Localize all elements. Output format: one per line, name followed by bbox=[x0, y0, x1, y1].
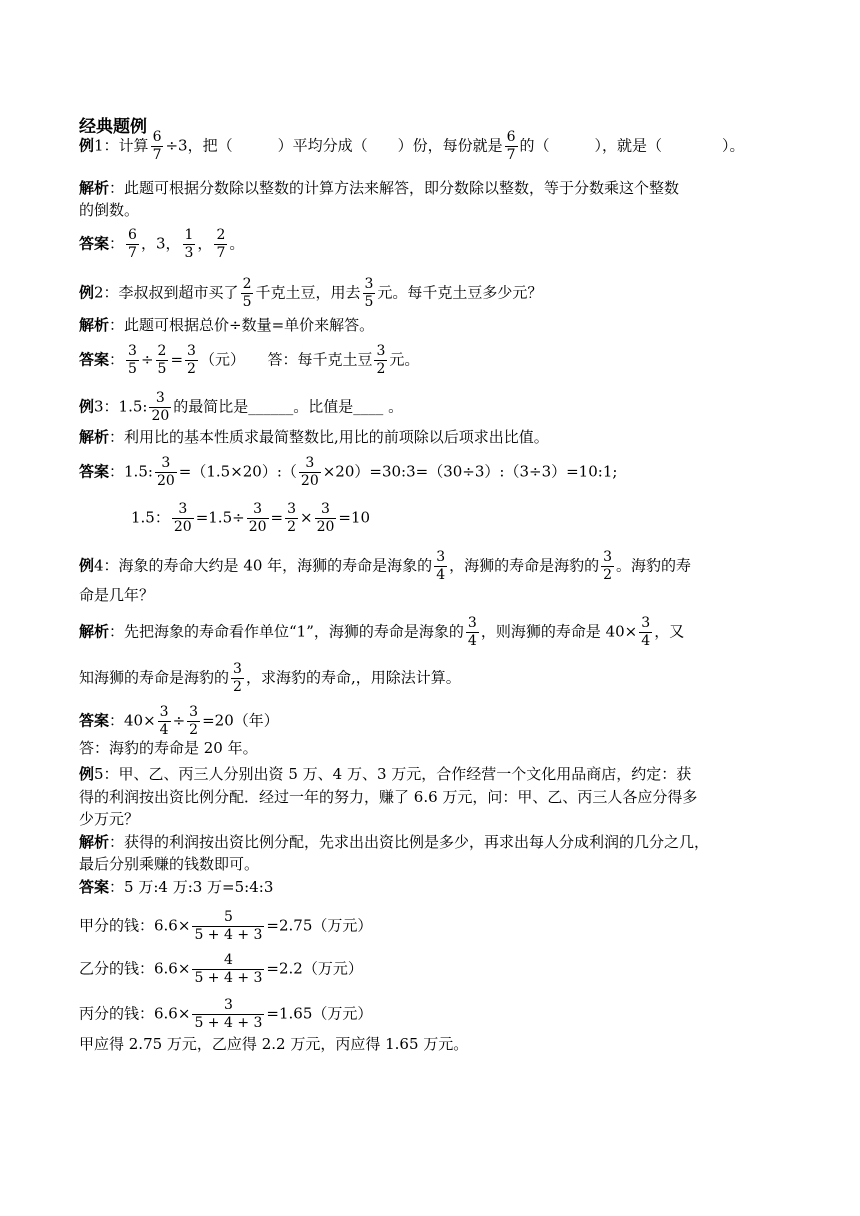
fraction-denominator: 2 bbox=[287, 518, 297, 535]
fraction-numerator: 5 bbox=[192, 909, 264, 927]
fraction bbox=[434, 549, 447, 584]
fraction-denominator: 7 bbox=[506, 146, 516, 163]
fraction-numerator: 3 bbox=[247, 501, 269, 519]
text-run: =2.75（万元） bbox=[266, 916, 373, 934]
text-run: × bbox=[300, 508, 313, 526]
text-run: 甲应得 2.75 万元，乙应得 2.2 万元，丙应得 1.65 万元。 bbox=[79, 1035, 469, 1053]
bold-label: 例 bbox=[79, 136, 95, 154]
fraction bbox=[155, 455, 177, 490]
text-line bbox=[79, 129, 745, 164]
fraction-denominator: 4 bbox=[641, 632, 651, 649]
text-run: 元。每千克土豆多少元？ bbox=[377, 283, 543, 301]
fraction-denominator: 20 bbox=[300, 472, 319, 489]
text-line bbox=[79, 276, 542, 311]
fraction-numerator: 2 bbox=[216, 226, 226, 243]
text-line bbox=[79, 997, 372, 1032]
fraction-numerator: 3 bbox=[172, 501, 194, 519]
text-run: 乙分的钱：6.6× bbox=[79, 959, 191, 977]
fraction bbox=[126, 343, 139, 378]
fraction-denominator: 7 bbox=[152, 146, 162, 163]
fraction bbox=[192, 952, 264, 987]
fraction-denominator: 4 bbox=[159, 721, 169, 738]
text-run: ，则海狮的寿命是 40× bbox=[480, 622, 638, 640]
fraction-numerator: 3 bbox=[364, 275, 374, 292]
fraction-denominator: 3 bbox=[184, 244, 194, 261]
fraction bbox=[247, 501, 269, 536]
bold-label: 解析 bbox=[79, 833, 110, 851]
fraction bbox=[172, 501, 194, 536]
fraction-numerator: 3 bbox=[192, 997, 264, 1015]
text-line bbox=[79, 764, 691, 784]
text-line bbox=[79, 390, 403, 425]
fraction-denominator: 20 bbox=[151, 407, 170, 424]
text-run: =2.2（万元） bbox=[266, 959, 363, 977]
text-line bbox=[79, 455, 617, 490]
text-run: ：此题可根据分数除以整数的计算方法来解答，即分数除以整数，等于分数乘这个整数 bbox=[109, 179, 680, 197]
fraction-denominator: 5 bbox=[242, 293, 252, 310]
fraction-denominator: 2 bbox=[376, 360, 386, 377]
bold-label: 例 bbox=[79, 397, 95, 415]
bold-label: 解析 bbox=[79, 316, 110, 334]
fraction-denominator: 20 bbox=[173, 518, 192, 535]
text-run: ：先把海象的寿命看作单位“1”，海狮的寿命是海象的 bbox=[109, 622, 464, 640]
text-line bbox=[79, 615, 684, 650]
text-line bbox=[79, 952, 363, 987]
fraction-numerator: 3 bbox=[467, 614, 477, 631]
fraction-numerator: 3 bbox=[128, 342, 137, 359]
fraction-denominator: 5 + 4 + 3 bbox=[194, 1014, 263, 1031]
fraction-denominator: 4 bbox=[436, 566, 446, 583]
fraction bbox=[185, 343, 198, 378]
fraction-numerator: 3 bbox=[299, 455, 321, 473]
fraction bbox=[241, 276, 254, 311]
text-run: =（1.5×20）:（ bbox=[178, 462, 297, 480]
text-line bbox=[79, 200, 139, 220]
text-run: =1.5÷ bbox=[195, 508, 245, 526]
bold-label: 解析 bbox=[79, 428, 110, 446]
text-run: ÷3，把（ ）平均分成（ ）份，每份就是 bbox=[165, 136, 503, 154]
text-run: 少万元？ bbox=[79, 810, 140, 828]
text-line bbox=[79, 315, 374, 335]
fraction bbox=[231, 661, 244, 696]
fraction-numerator: 3 bbox=[376, 342, 386, 359]
text-run: ， bbox=[197, 234, 213, 252]
fraction bbox=[285, 501, 298, 536]
fraction-numerator: 3 bbox=[155, 455, 177, 473]
text-run: ：1.5: bbox=[109, 462, 153, 480]
text-line bbox=[79, 1034, 468, 1054]
fraction bbox=[374, 343, 387, 378]
text-run: ×20）=30:3=（30÷3）:（3÷3）=10:1; bbox=[322, 462, 618, 480]
text-line bbox=[79, 877, 273, 897]
fraction-denominator: 5 bbox=[128, 360, 137, 377]
fraction bbox=[505, 129, 518, 164]
text-run: =10 bbox=[338, 508, 371, 526]
text-run: = bbox=[270, 508, 284, 526]
text-run: 1：计算 bbox=[94, 136, 149, 154]
fraction-numerator: 2 bbox=[157, 342, 167, 359]
fraction-denominator: 20 bbox=[156, 472, 175, 489]
text-line bbox=[79, 227, 244, 262]
fraction-numerator: 3 bbox=[287, 500, 297, 517]
bold-label: 答案 bbox=[79, 234, 110, 252]
fraction bbox=[192, 997, 264, 1032]
bold-label: 答案 bbox=[79, 878, 110, 896]
text-run: （元） 答：每千克土豆 bbox=[199, 350, 373, 368]
text-run: ： bbox=[109, 234, 125, 252]
text-run: ，求海豹的寿命,，用除法计算。 bbox=[245, 668, 461, 686]
text-run: ：利用比的基本性质求最简整数比,用比的前项除以后项求出比值。 bbox=[109, 428, 549, 446]
text-run: 答：海豹的寿命是 20 年。 bbox=[79, 739, 258, 757]
text-line bbox=[79, 427, 549, 447]
text-line bbox=[79, 909, 372, 944]
fraction-denominator: 2 bbox=[603, 566, 613, 583]
text-line bbox=[131, 501, 370, 536]
bold-label: 例 bbox=[79, 765, 95, 783]
text-run: 千克土豆，用去 bbox=[255, 283, 361, 301]
fraction-numerator: 3 bbox=[149, 390, 171, 408]
fraction-numerator: 6 bbox=[128, 226, 137, 243]
fraction-numerator: 4 bbox=[192, 952, 264, 970]
fraction-numerator: 2 bbox=[242, 275, 252, 292]
text-run: ：此题可根据总价÷数量=单价来解答。 bbox=[109, 316, 375, 334]
text-run: 。 bbox=[229, 234, 245, 252]
bold-label: 例 bbox=[79, 556, 95, 574]
fraction-denominator: 2 bbox=[233, 678, 242, 695]
fraction-denominator: 20 bbox=[316, 518, 335, 535]
text-run: =20（年） bbox=[202, 711, 279, 729]
text-line bbox=[79, 585, 154, 605]
bold-label: 答案 bbox=[79, 462, 110, 480]
section-title: 经典题例 bbox=[79, 117, 147, 137]
text-run: 4：海象的寿命大约是 40 年，海狮的寿命是海象的 bbox=[94, 556, 433, 574]
text-line bbox=[79, 787, 697, 807]
fraction-denominator: 5 + 4 + 3 bbox=[194, 969, 263, 986]
text-run: 最后分别乘赚的钱数即可。 bbox=[79, 855, 260, 873]
fraction-denominator: 5 + 4 + 3 bbox=[194, 926, 263, 943]
fraction bbox=[299, 455, 321, 490]
text-run: ，海狮的寿命是海豹的 bbox=[449, 556, 600, 574]
fraction-numerator: 3 bbox=[436, 548, 446, 565]
fraction bbox=[149, 390, 171, 425]
text-run: 1.5： bbox=[131, 508, 170, 526]
fraction-denominator: 2 bbox=[187, 360, 196, 377]
fraction bbox=[192, 909, 264, 944]
text-run: 的倒数。 bbox=[79, 201, 140, 219]
fraction-numerator: 3 bbox=[603, 548, 613, 565]
bold-label: 答案 bbox=[79, 350, 110, 368]
text-line bbox=[79, 178, 679, 198]
text-run: = bbox=[170, 350, 184, 368]
text-run: 甲分的钱：6.6× bbox=[79, 916, 191, 934]
fraction-denominator: 2 bbox=[189, 721, 199, 738]
text-line bbox=[79, 343, 419, 378]
fraction bbox=[126, 227, 139, 262]
text-run: ，又 bbox=[654, 622, 685, 640]
text-run: 3：1.5: bbox=[94, 397, 148, 415]
text-run: ：获得的利润按出资比例分配，先求出出资比例是多少，再求出每人分成利润的几分之几， bbox=[109, 833, 710, 851]
fraction-denominator: 5 bbox=[364, 293, 374, 310]
bold-label: 例 bbox=[79, 283, 95, 301]
text-run: 的最简比是______。比值是____ 。 bbox=[173, 397, 404, 415]
bold-label: 答案 bbox=[79, 711, 110, 729]
fraction bbox=[158, 704, 171, 739]
text-run: 知海狮的寿命是海豹的 bbox=[79, 668, 230, 686]
fraction-denominator: 4 bbox=[467, 632, 477, 649]
text-run: 命是几年？ bbox=[79, 586, 155, 604]
fraction-numerator: 3 bbox=[315, 501, 337, 519]
text-line bbox=[79, 854, 259, 874]
fraction-denominator: 7 bbox=[216, 244, 226, 261]
fraction-numerator: 3 bbox=[187, 342, 196, 359]
text-run: 2：李叔叔到超市买了 bbox=[94, 283, 239, 301]
text-line bbox=[79, 809, 139, 829]
text-run: ，3， bbox=[140, 234, 181, 252]
fraction bbox=[315, 501, 337, 536]
fraction bbox=[151, 129, 164, 164]
fraction-denominator: 5 bbox=[157, 360, 167, 377]
text-line bbox=[79, 832, 709, 852]
text-run: ÷ bbox=[140, 350, 154, 368]
text-run: 的（ ），就是（ ）。 bbox=[519, 136, 745, 154]
fraction bbox=[639, 615, 652, 650]
bold-label: 解析 bbox=[79, 622, 110, 640]
text-run: 。海豹的寿 bbox=[616, 556, 692, 574]
text-run: 得的利润按出资比例分配．经过一年的努力，赚了 6.6 万元，问：甲、乙、丙三人各应分得多 bbox=[79, 788, 698, 806]
text-run: 丙分的钱：6.6× bbox=[79, 1004, 191, 1022]
fraction bbox=[187, 704, 200, 739]
text-line bbox=[79, 704, 279, 739]
text-run: ÷ bbox=[172, 711, 186, 729]
text-line bbox=[79, 738, 258, 758]
text-run: ：40× bbox=[109, 711, 156, 729]
fraction bbox=[183, 227, 196, 262]
text-run: ：5 万:4 万:3 万=5:4:3 bbox=[109, 878, 274, 896]
fraction-numerator: 3 bbox=[641, 614, 651, 631]
fraction bbox=[156, 343, 169, 378]
fraction bbox=[601, 549, 614, 584]
text-run: 元。 bbox=[389, 350, 420, 368]
bold-label: 解析 bbox=[79, 179, 110, 197]
fraction-denominator: 20 bbox=[248, 518, 267, 535]
text-run: ： bbox=[109, 350, 125, 368]
fraction bbox=[363, 276, 376, 311]
text-run: =1.65（万元） bbox=[266, 1004, 373, 1022]
text-line bbox=[79, 661, 461, 696]
fraction bbox=[466, 615, 479, 650]
fraction-denominator: 7 bbox=[128, 244, 137, 261]
fraction-numerator: 6 bbox=[506, 128, 516, 145]
fraction-numerator: 6 bbox=[152, 128, 162, 145]
fraction bbox=[214, 227, 227, 262]
fraction-numerator: 3 bbox=[233, 660, 242, 677]
fraction-numerator: 1 bbox=[184, 226, 194, 243]
text-line bbox=[79, 549, 691, 584]
fraction-numerator: 3 bbox=[189, 703, 199, 720]
fraction-numerator: 3 bbox=[159, 703, 169, 720]
text-run: 5：甲、乙、丙三人分别出资 5 万、4 万、3 万元，合作经营一个文化用品商店，约定：获 bbox=[94, 765, 692, 783]
